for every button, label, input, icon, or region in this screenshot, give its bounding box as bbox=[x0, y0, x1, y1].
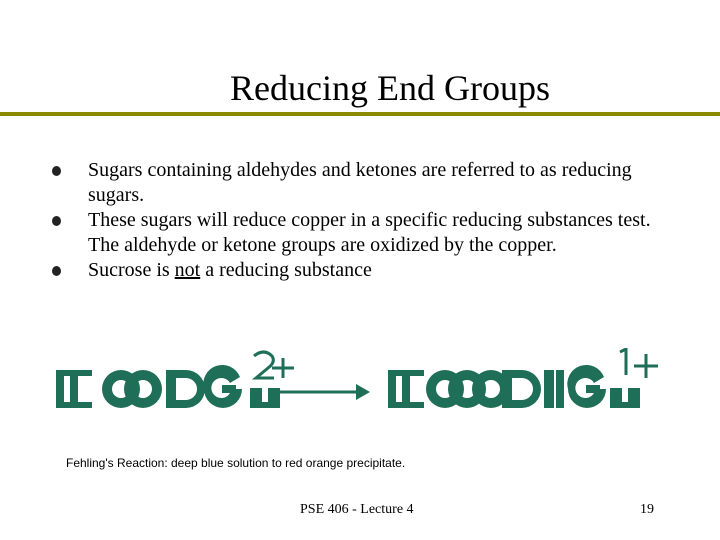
bullet-text: Sucrose is bbox=[88, 259, 175, 281]
title-underline-bar bbox=[0, 112, 720, 116]
reaction-caption: Fehling's Reaction: deep blue solution to red orange precipitate. bbox=[66, 456, 406, 470]
bullet-item bbox=[50, 158, 670, 208]
bullet-text: Sugars containing aldehydes and ketones are referred to as reducing sugars. bbox=[88, 159, 632, 206]
footer-lecture: PSE 406 - Lecture 4 bbox=[300, 502, 414, 517]
reaction-equation-image bbox=[54, 348, 674, 418]
bullet-list bbox=[50, 158, 670, 283]
bullet-emphasis: not bbox=[174, 259, 201, 281]
bullet-item bbox=[50, 208, 670, 258]
page-number: 19 bbox=[640, 502, 654, 517]
bullet-item bbox=[50, 258, 670, 283]
bullet-text-tail: a reducing substance bbox=[200, 259, 372, 281]
slide-title: Reducing End Groups bbox=[230, 68, 550, 108]
bullet-dot-icon bbox=[52, 266, 61, 276]
bullet-dot-icon bbox=[52, 166, 61, 176]
bullet-text: These sugars will reduce copper in a specific reducing substances test. The aldehyde or ketone groups are oxidized by the copper. bbox=[88, 209, 651, 256]
bullet-dot-icon bbox=[52, 216, 61, 226]
